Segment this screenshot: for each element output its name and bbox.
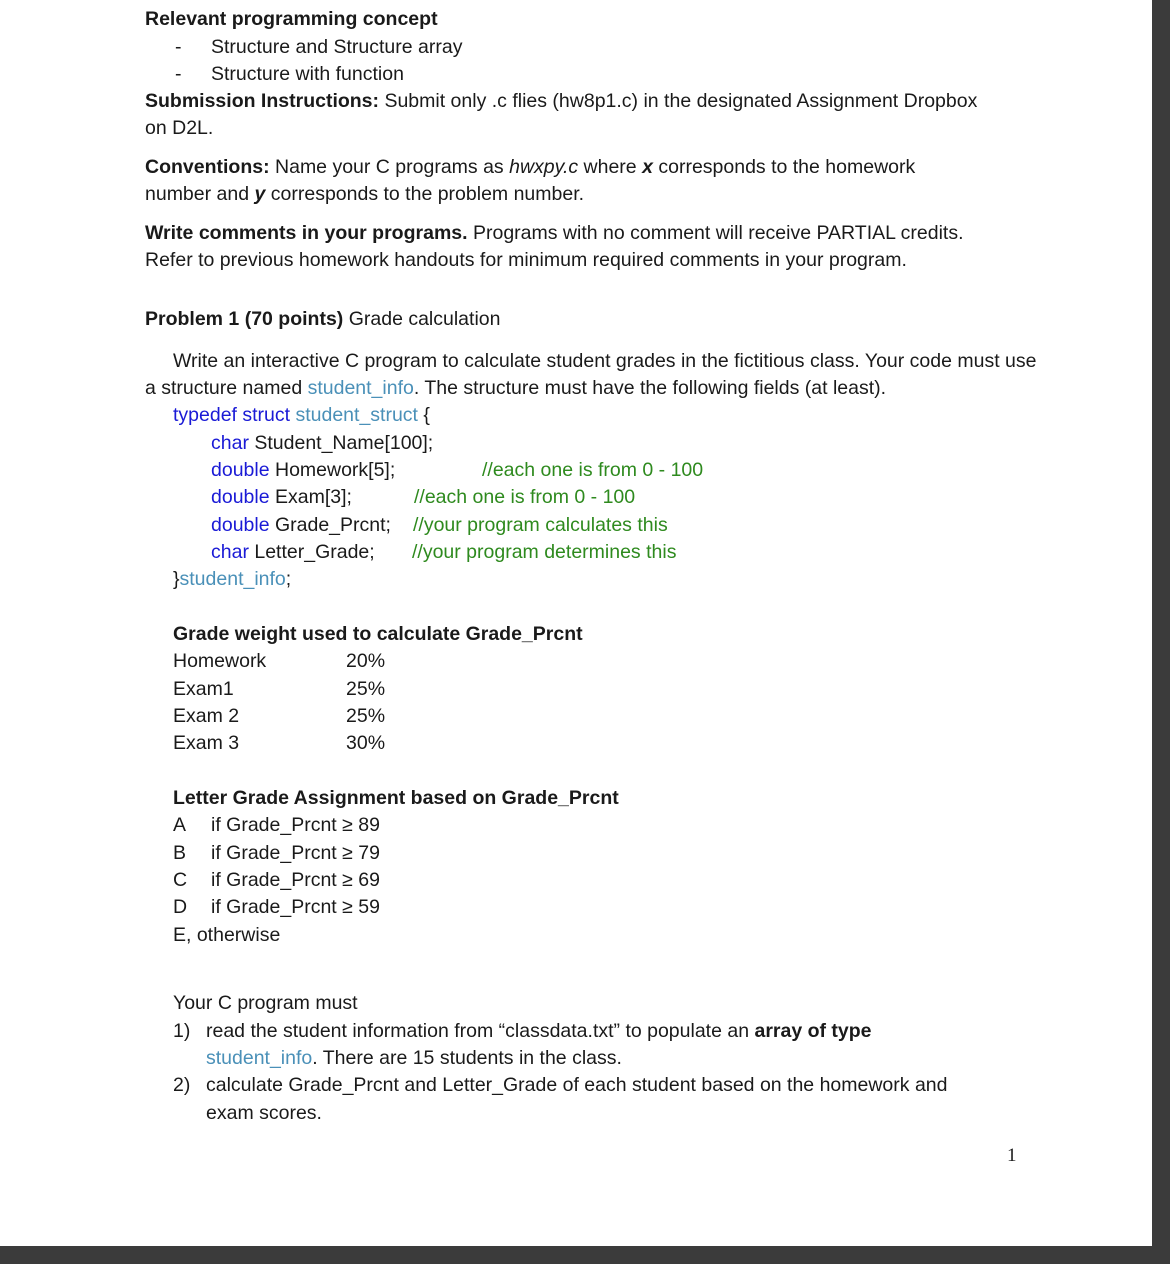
requirement-line2 (206, 1045, 622, 1072)
requirement-text: . There are 15 students in the class. (312, 1047, 622, 1069)
close-brace: } (173, 568, 180, 590)
weight-item: Exam 2 (173, 705, 240, 727)
conventions-line2 (145, 181, 584, 208)
comments-label: Write comments in your programs. (145, 222, 468, 244)
filename-extension: .c (562, 156, 579, 178)
field-decl: Grade_Prcnt; (274, 514, 391, 536)
intro-text: a structure named (145, 377, 303, 399)
requirement-number: 1) (173, 1020, 191, 1042)
letter-grade: D (173, 896, 188, 918)
field-type: double (211, 459, 270, 481)
submission-text-line2: on D2L. (145, 117, 214, 139)
semicolon: ; (285, 568, 292, 590)
filename-pattern: hwxpy (509, 156, 563, 178)
submission-label: Submission Instructions: (145, 90, 380, 112)
weight-value: 25% (346, 678, 386, 700)
letter-rule: if Grade_Prcnt ≥ 69 (211, 869, 380, 891)
field-comment: //each one is from 0 - 100 (482, 459, 704, 481)
struct-alias: student_info (179, 568, 286, 590)
problem-intro-line1: Write an interactive C program to calculate student grades in the fictitious class. Your code must use (173, 350, 1037, 372)
bullet-dash: - (175, 36, 182, 58)
conventions-text: number and (145, 183, 250, 205)
struct-alias-ref: student_info (206, 1047, 313, 1069)
letter-rule: if Grade_Prcnt ≥ 59 (211, 896, 380, 918)
field-decl: Letter_Grade; (254, 541, 375, 563)
code-typedef-line (173, 402, 430, 429)
requirement-text-line2: exam scores. (206, 1102, 322, 1124)
problem-intro-line2 (145, 375, 886, 402)
conventions-line (145, 154, 915, 181)
submission-line (145, 88, 977, 115)
conventions-text: Name your C programs as (275, 156, 504, 178)
code-field (211, 430, 433, 457)
field-type: char (211, 541, 249, 563)
requirements-intro: Your C program must (173, 992, 358, 1014)
var-x: x (642, 156, 653, 178)
requirement-text: read the student information from “classdata.txt” to populate an (206, 1020, 750, 1042)
code-field (211, 539, 375, 566)
code-field (211, 457, 395, 484)
field-decl: Student_Name[100]; (254, 432, 434, 454)
requirement-line (206, 1018, 872, 1045)
intro-text: . The structure must have the following fields (at least). (413, 377, 887, 399)
conventions-label: Conventions: (145, 156, 270, 178)
problem-label: Problem 1 (70 points) (145, 308, 344, 330)
page-number: 1 (1007, 1145, 1017, 1166)
weight-item: Homework (173, 650, 267, 672)
letter-rule: if Grade_Prcnt ≥ 89 (211, 814, 380, 836)
requirement-text: calculate Grade_Prcnt and Letter_Grade of each student based on the homework and (206, 1074, 948, 1096)
letter-rule: if Grade_Prcnt ≥ 79 (211, 842, 380, 864)
comments-text: Programs with no comment will receive PARTIAL credits. (472, 222, 964, 244)
field-type: char (211, 432, 249, 454)
problem-title: Grade calculation (348, 308, 501, 330)
letter-grade: C (173, 869, 188, 891)
field-type: double (211, 486, 270, 508)
letters-title: Letter Grade Assignment based on Grade_Prcnt (173, 787, 619, 809)
code-field (211, 484, 352, 511)
field-decl: Homework[5]; (274, 459, 396, 481)
requirement-number: 2) (173, 1074, 191, 1096)
field-comment: //your program calculates this (413, 514, 668, 536)
bullet-dash: - (175, 63, 182, 85)
concept-item: Structure and Structure array (211, 36, 463, 58)
comments-line (145, 220, 964, 247)
weight-value: 25% (346, 705, 386, 727)
comments-line2: Refer to previous homework handouts for minimum required comments in your program. (145, 249, 907, 271)
open-brace: { (423, 404, 430, 426)
var-y: y (254, 183, 266, 205)
weight-item: Exam1 (173, 678, 234, 700)
concept-item: Structure with function (211, 63, 404, 85)
weight-value: 30% (346, 732, 386, 754)
letter-grade: A (173, 814, 187, 836)
struct-alias-ref: student_info (307, 377, 414, 399)
weight-item: Exam 3 (173, 732, 240, 754)
conventions-text: corresponds to the homework (658, 156, 916, 178)
concepts-title: Relevant programming concept (145, 8, 438, 30)
code-field (211, 512, 391, 539)
submission-text: Submit only .c flies (hw8p1.c) in the designated Assignment Dropbox (384, 90, 978, 112)
problem-heading (145, 306, 500, 333)
code-close-line (173, 566, 291, 593)
letter-grade: B (173, 842, 187, 864)
requirement-emphasis: array of type (754, 1020, 872, 1042)
struct-name: student_struct (295, 404, 418, 426)
typedef-keyword: typedef struct (173, 404, 291, 426)
field-comment: //your program determines this (412, 541, 677, 563)
conventions-text: corresponds to the problem number. (270, 183, 585, 205)
letter-otherwise: E, otherwise (173, 924, 281, 946)
weight-value: 20% (346, 650, 386, 672)
field-decl: Exam[3]; (274, 486, 352, 508)
conventions-text: where (583, 156, 637, 178)
weights-title: Grade weight used to calculate Grade_Prcnt (173, 623, 583, 645)
field-comment: //each one is from 0 - 100 (414, 486, 636, 508)
field-type: double (211, 514, 270, 536)
